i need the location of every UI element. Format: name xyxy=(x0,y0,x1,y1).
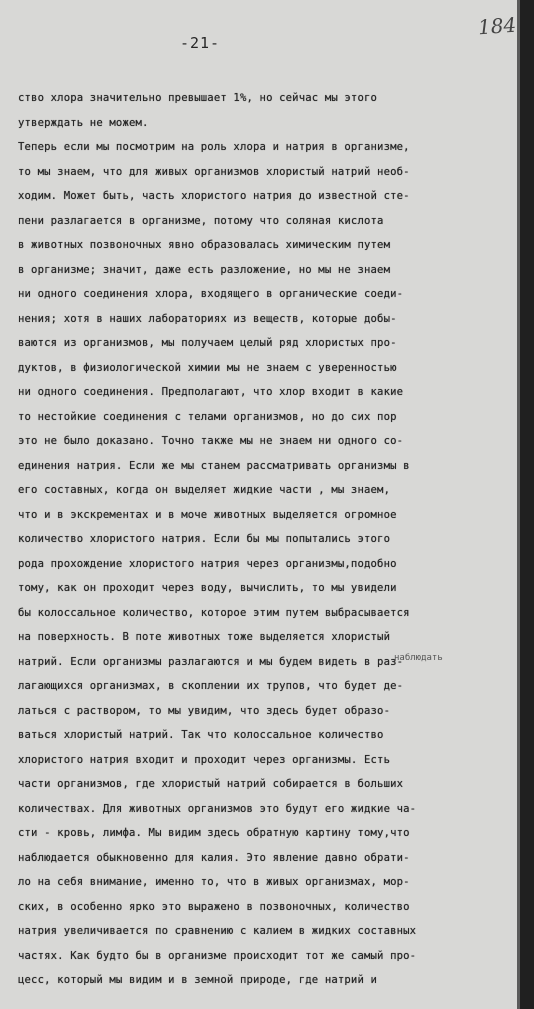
text-line: ни одного соединения хлора, входящего в органические соеди- xyxy=(18,288,404,300)
text-line: дуктов, в физиологической химии мы не знаем с уверенностью xyxy=(18,361,397,374)
text-line: на поверхность. В поте животных тоже выделяется хлористый xyxy=(18,631,391,643)
text-line: ходим. Может быть, часть хлористого натрия до известной сте- xyxy=(18,190,410,202)
text-line: количество хлористого натрия. Если бы мы попытались этого xyxy=(18,533,391,545)
text-line: нения; хотя в наших лабораториях из веществ, которые добы- xyxy=(18,312,397,325)
text-line: Теперь если мы посмотрим на роль хлора и натрия в организме, xyxy=(18,141,410,153)
text-line: ство хлора значительно превышает 1%, но сейчас мы этого xyxy=(18,92,378,104)
page-number: -21- xyxy=(179,34,221,52)
text-line: тому, как он проходит через воду, вычислить, то мы увидели xyxy=(18,582,397,594)
text-line: сти - кровь, лимфа. Мы видим здесь обратную картину тому,что xyxy=(18,827,410,839)
text-line: частях. Как будто бы в организме происходит тот же самый про- xyxy=(18,949,417,962)
text-line: это не было доказано. Точно также мы не знаем ни одного со- xyxy=(18,435,404,447)
text-line: ваются из организмов, мы получаем целый ряд хлористых про- xyxy=(18,337,397,349)
text-line: натрия увеличивается по сравнению с калием в жидких составных xyxy=(18,925,417,937)
text-line: наблюдается обыкновенно для калия. Это явление давно обрати- xyxy=(18,851,410,864)
text-line: бы колоссальное количество, которое этим путем выбрасывается xyxy=(18,606,410,619)
text-line: что и в экскрементах и в моче животных выделяется огромное xyxy=(18,508,397,521)
text-line: то мы знаем, что для живых организмов хлористый натрий необ- xyxy=(18,165,410,178)
text-line: утверждать не можем. xyxy=(18,116,149,129)
text-line: то нестойкие соединения с телами организмов, но до сих пор xyxy=(18,410,397,423)
text-line: части организмов, где хлористый натрий собирается в больших xyxy=(18,778,404,790)
text-line: натрий. Если организмы разлагаются и мы будем видеть в раз- xyxy=(18,655,404,668)
text-line: ских, в особенно ярко это выражено в позвоночных, количество xyxy=(18,900,410,913)
text-line: хлористого натрия входит и проходит через организмы. Есть xyxy=(18,753,391,766)
text-line: в организме; значит, даже есть разложение, но мы не знаем xyxy=(18,263,391,276)
body-text xyxy=(18,86,524,993)
text-line: единения натрия. Если же мы станем рассматривать организмы в xyxy=(18,459,410,472)
text-line: ло на себя внимание, именно то, что в живых организмах, мор- xyxy=(18,876,410,888)
text-line: в животных позвоночных явно образовалась химическим путем xyxy=(18,239,391,251)
archive-page-number: 184 xyxy=(477,12,517,40)
text-line: пени разлагается в организме, потому что соляная кислота xyxy=(18,214,384,227)
text-line: количествах. Для животных организмов это будут его жидкие ча- xyxy=(18,802,417,815)
text-line: рода прохождение хлористого натрия через организмы,подобно xyxy=(18,557,397,570)
text-line: латься с раствором, то мы увидим, что здесь будет образо- xyxy=(18,704,391,717)
margin-annotation: наблюдать xyxy=(394,653,443,663)
text-line: ваться хлористый натрий. Так что колоссальное количество xyxy=(18,729,384,741)
text-line: лагающихся организмах, в скоплении их трупов, что будет де- xyxy=(18,680,404,692)
text-line: ни одного соединения. Предполагают, что хлор входит в какие xyxy=(18,386,404,398)
text-line: его составных, когда он выделяет жидкие части , мы знаем, xyxy=(18,484,391,496)
text-line: цесс, который мы видим и в земной природе, где натрий и xyxy=(18,974,378,986)
